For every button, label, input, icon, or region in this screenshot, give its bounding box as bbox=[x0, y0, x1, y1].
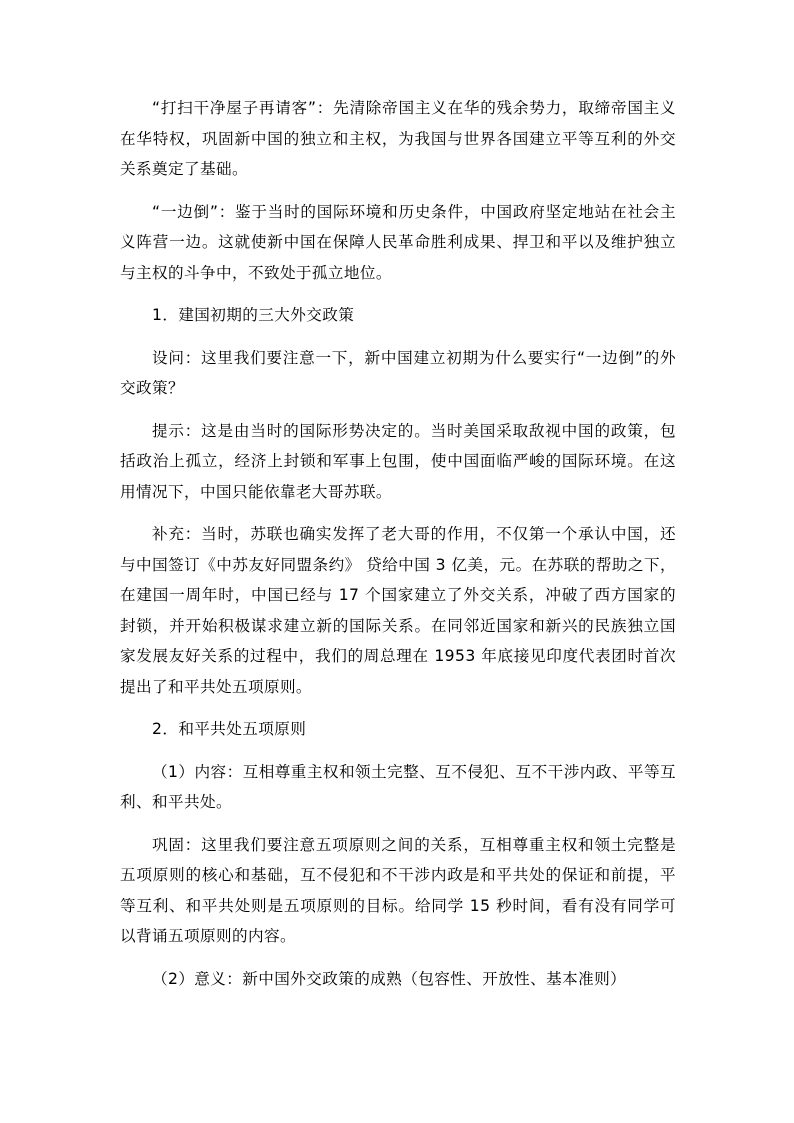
paragraph-lean-to-one-side-policy: “一边倒”：鉴于当时的国际环境和历史条件，中国政府坚定地站在社会主义阵营一边。这就使新中国在保障人民革命胜利成果、捍卫和平以及维护独立与主权的斗争中，不致处于孤立地位。 bbox=[120, 202, 676, 282]
paragraph-hint: 提示：这是由当时的国际形势决定的。当时美国采取敌视中国的政策，包括政治上孤立，经济上封锁和军事上包围，使中国面临严峻的国际环境。在这用情况下，中国只能依靠老大哥苏联。 bbox=[120, 421, 676, 501]
section-heading-three-foreign-policies: 1．建国初期的三大外交政策 bbox=[152, 306, 355, 324]
paragraph-question: 设问：这里我们要注意一下，新中国建立初期为什么要实行“一边倒”的外交政策？ bbox=[120, 348, 676, 397]
paragraph-supplement: 补充：当时，苏联也确实发挥了老大哥的作用，不仅第一个承认中国，还与中国签订《中苏友好同盟条约》 贷给中国 3 亿美，元。在苏联的帮助之下，在建国一周年时，中国已经与 17 个国家建立了外交关系，冲破了西方国家的封锁，并开始积极谋求建立新的国际关系。在同邻近国家和新兴的民族独立国家发展友好关系的过程中，我们的周总理在 1953 年底接见印度代表团时首次提出了和平共处五项原则。 bbox=[120, 525, 676, 696]
paragraph-significance: （2）意义：新中国外交政策的成熟（包容性、开放性、基本准则） bbox=[152, 969, 627, 988]
section-heading-five-principles: 2．和平共处五项原则 bbox=[152, 720, 307, 738]
document-body bbox=[120, 93, 676, 1006]
paragraph-consolidation: 巩固：这里我们要注意五项原则之间的关系，互相尊重主权和领土完整是五项原则的核心和基础，互不侵犯和不干涉内政是和平共处的保证和前提，平等互利、和平共处则是五项原则的目标。给同学 15 秒时间，看有没有同学可以背诵五项原则的内容。 bbox=[120, 835, 676, 945]
paragraph-five-principles-content: （1）内容：互相尊重主权和领土完整、互不侵犯、互不干涉内政、平等互利、和平共处。 bbox=[120, 762, 676, 811]
paragraph-clean-house-policy: “打扫干净屋子再请客”：先清除帝国主义在华的残余势力，取缔帝国主义在华特权，巩固新中国的独立和主权，为我国与世界各国建立平等互利的外交关系奠定了基础。 bbox=[120, 99, 676, 178]
